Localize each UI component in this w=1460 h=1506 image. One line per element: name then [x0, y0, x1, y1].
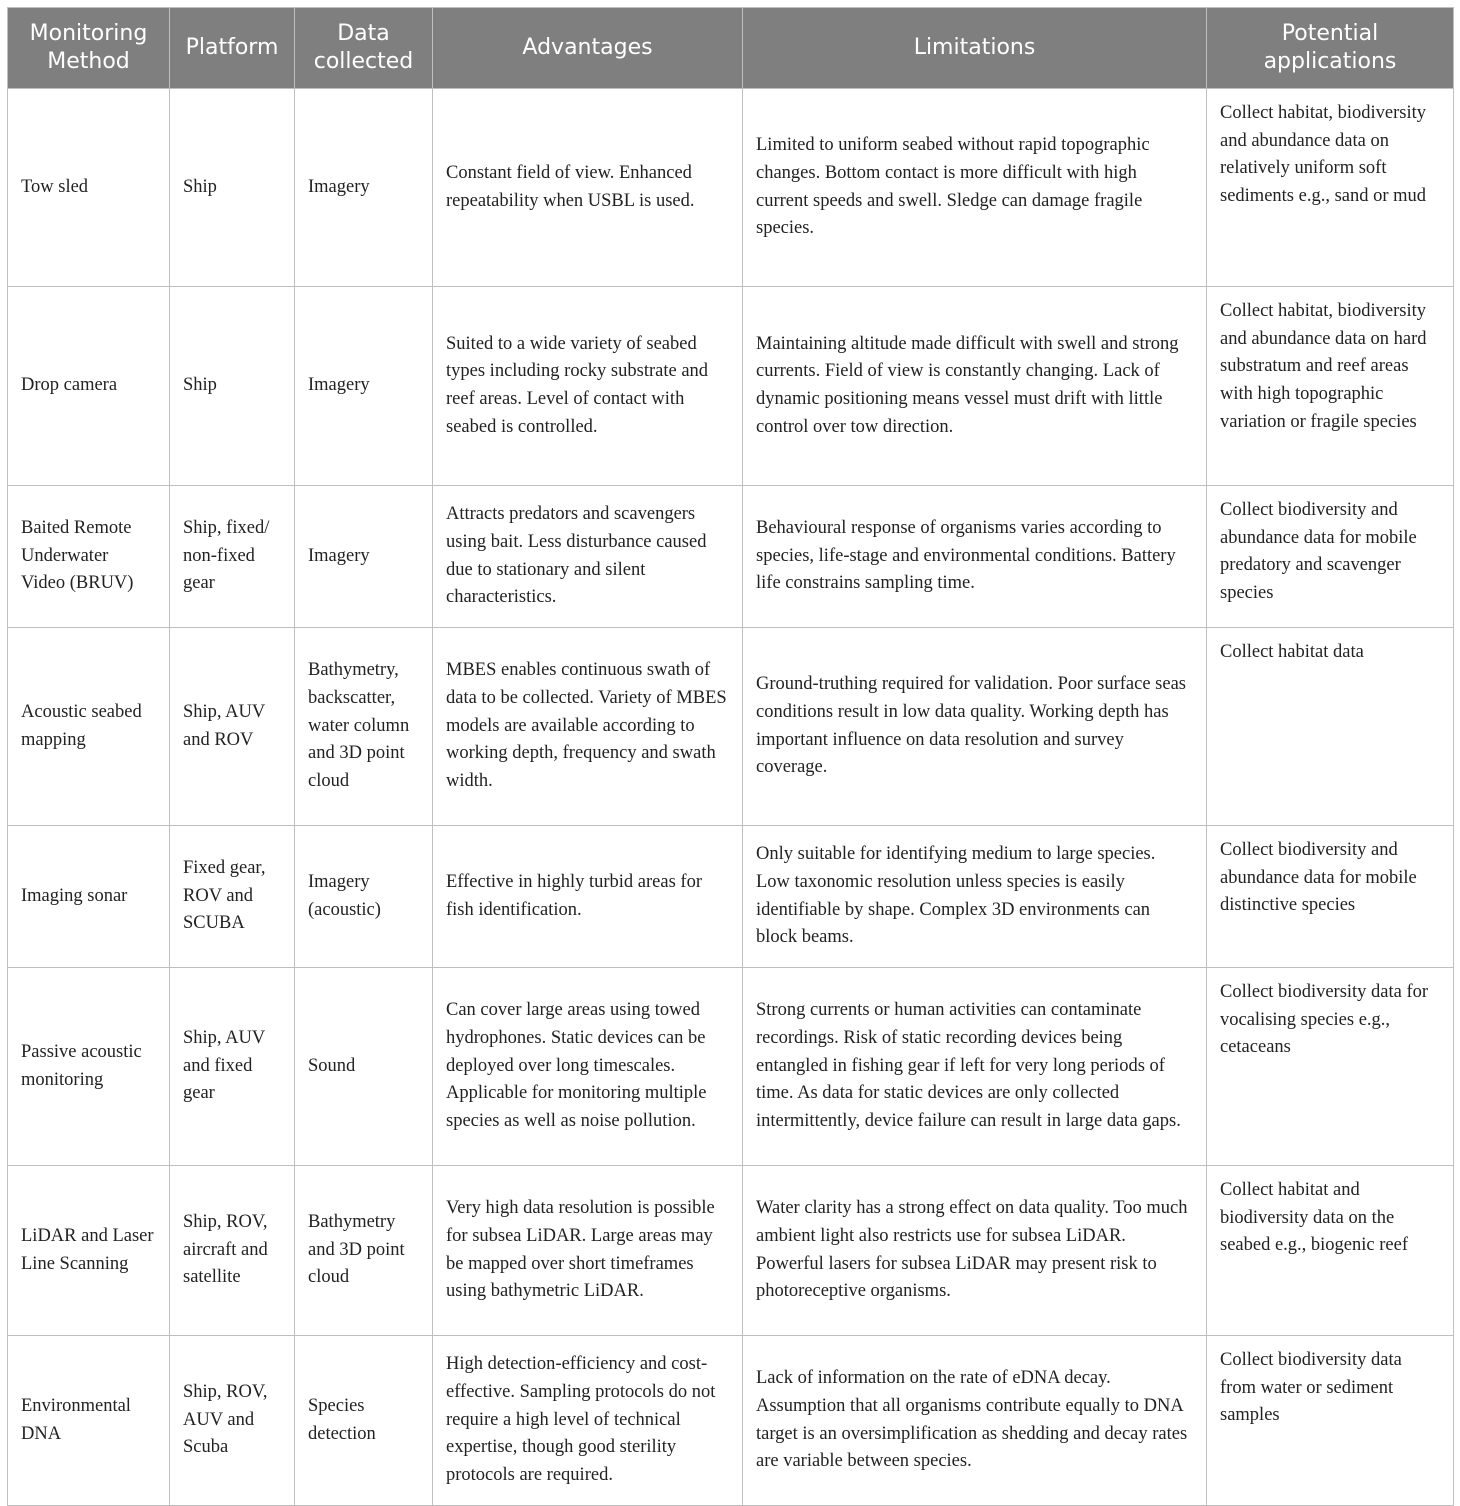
monitoring-methods-table	[7, 7, 1454, 1506]
cell-data-collected: Bathymetry and 3D point cloud	[295, 1166, 433, 1336]
header-potential-applications	[1207, 8, 1454, 89]
cell-platform: Fixed gear, ROV and SCUBA	[170, 826, 295, 968]
cell-data-collected: Imagery	[295, 89, 433, 287]
table-row	[8, 287, 1454, 486]
header-text: Platform	[185, 35, 279, 60]
cell-advantages: Attracts predators and scavengers using bait. Less disturbance caused due to stationary and silent characteristics.	[433, 486, 743, 628]
cell-limitations: Ground-truthing required for validation. Poor surface seas conditions result in low data quality. Working depth has important influence on data resolution and survey coverage.	[743, 628, 1207, 826]
cell-advantages: Can cover large areas using towed hydrophones. Static devices can be deployed over long timescales. Applicable for monitoring multiple species as well as noise pollution.	[433, 968, 743, 1166]
cell-advantages: MBES enables continuous swath of data to be collected. Variety of MBES models are available according to working depth, frequency and swath width.	[433, 628, 743, 826]
header-limitations	[743, 8, 1207, 89]
cell-data-collected: Imagery	[295, 287, 433, 486]
cell-platform: Ship, fixed/ non-fixed gear	[170, 486, 295, 628]
cell-method: Environmental DNA	[8, 1336, 170, 1506]
cell-advantages: Constant field of view. Enhanced repeatability when USBL is used.	[433, 89, 743, 287]
cell-advantages: High detection-efficiency and cost-effective. Sampling protocols do not require a high level of technical expertise, though good sterility protocols are required.	[433, 1336, 743, 1506]
cell-applications: Collect habitat and biodiversity data on the seabed e.g., biogenic reef	[1207, 1166, 1454, 1336]
cell-data-collected: Imagery (acoustic)	[295, 826, 433, 968]
cell-method: Passive acoustic monitoring	[8, 968, 170, 1166]
cell-platform: Ship	[170, 89, 295, 287]
table-row	[8, 1336, 1454, 1506]
cell-applications: Collect biodiversity and abundance data for mobile distinctive species	[1207, 826, 1454, 968]
cell-applications: Collect biodiversity and abundance data for mobile predatory and scavenger species	[1207, 486, 1454, 628]
table-row	[8, 1166, 1454, 1336]
header-text: Method	[47, 49, 130, 74]
cell-limitations: Strong currents or human activities can contaminate recordings. Risk of static recording devices being entangled in fishing gear if left for very long periods of time. As data for static devices are only collected intermittently, device failure can result in large data gaps.	[743, 968, 1207, 1166]
table-row	[8, 628, 1454, 826]
cell-platform: Ship, AUV and fixed gear	[170, 968, 295, 1166]
monitoring-methods-table-wrapper	[7, 7, 1453, 1506]
cell-advantages: Effective in highly turbid areas for fish identification.	[433, 826, 743, 968]
header-text: Data	[337, 21, 390, 46]
cell-platform: Ship, ROV, aircraft and satellite	[170, 1166, 295, 1336]
cell-data-collected: Bathymetry, backscatter, water column and 3D point cloud	[295, 628, 433, 826]
table-row	[8, 826, 1454, 968]
cell-applications: Collect biodiversity data for vocalising species e.g., cetaceans	[1207, 968, 1454, 1166]
cell-applications: Collect habitat data	[1207, 628, 1454, 826]
cell-limitations: Behavioural response of organisms varies according to species, life-stage and environmental conditions. Battery life constrains sampling time.	[743, 486, 1207, 628]
table-row	[8, 486, 1454, 628]
cell-applications: Collect biodiversity data from water or sediment samples	[1207, 1336, 1454, 1506]
cell-limitations: Lack of information on the rate of eDNA decay. Assumption that all organisms contribute equally to DNA target is an oversimplification as shedding and decay rates are variable between species.	[743, 1336, 1207, 1506]
cell-platform: Ship, ROV, AUV and Scuba	[170, 1336, 295, 1506]
cell-data-collected: Species detection	[295, 1336, 433, 1506]
table-row	[8, 89, 1454, 287]
header-text: collected	[313, 49, 414, 74]
header-text: Advantages	[522, 35, 653, 60]
cell-method: Baited Remote Underwater Video (BRUV)	[8, 486, 170, 628]
cell-method: Acoustic seabed mapping	[8, 628, 170, 826]
cell-advantages: Very high data resolution is possible for subsea LiDAR. Large areas may be mapped over short timeframes using bathymetric LiDAR.	[433, 1166, 743, 1336]
header-text: Monitoring	[29, 21, 148, 46]
cell-advantages: Suited to a wide variety of seabed types including rocky substrate and reef areas. Level of contact with seabed is controlled.	[433, 287, 743, 486]
table-row	[8, 968, 1454, 1166]
header-text: Potential	[1281, 21, 1379, 46]
cell-method: Drop camera	[8, 287, 170, 486]
cell-method: LiDAR and Laser Line Scanning	[8, 1166, 170, 1336]
header-platform	[170, 8, 295, 89]
cell-applications: Collect habitat, biodiversity and abundance data on hard substratum and reef areas with high topographic variation or fragile species	[1207, 287, 1454, 486]
header-monitoring-method	[8, 8, 170, 89]
header-text: applications	[1263, 49, 1397, 74]
cell-platform: Ship	[170, 287, 295, 486]
cell-method: Tow sled	[8, 89, 170, 287]
cell-applications: Collect habitat, biodiversity and abundance data on relatively uniform soft sediments e.g., sand or mud	[1207, 89, 1454, 287]
cell-data-collected: Sound	[295, 968, 433, 1166]
header-advantages	[433, 8, 743, 89]
header-data-collected	[295, 8, 433, 89]
cell-method: Imaging sonar	[8, 826, 170, 968]
cell-limitations: Water clarity has a strong effect on data quality. Too much ambient light also restricts use for subsea LiDAR. Powerful lasers for subsea LiDAR may present risk to photoreceptive organisms.	[743, 1166, 1207, 1336]
cell-platform: Ship, AUV and ROV	[170, 628, 295, 826]
cell-data-collected: Imagery	[295, 486, 433, 628]
cell-limitations: Limited to uniform seabed without rapid topographic changes. Bottom contact is more difficult with high current speeds and swell. Sledge can damage fragile species.	[743, 89, 1207, 287]
cell-limitations: Maintaining altitude made difficult with swell and strong currents. Field of view is constantly changing. Lack of dynamic positioning means vessel must drift with little control over tow direction.	[743, 287, 1207, 486]
header-text: Limitations	[913, 35, 1036, 60]
header-row	[8, 8, 1454, 89]
cell-limitations: Only suitable for identifying medium to large species. Low taxonomic resolution unless species is easily identifiable by shape. Complex 3D environments can block beams.	[743, 826, 1207, 968]
